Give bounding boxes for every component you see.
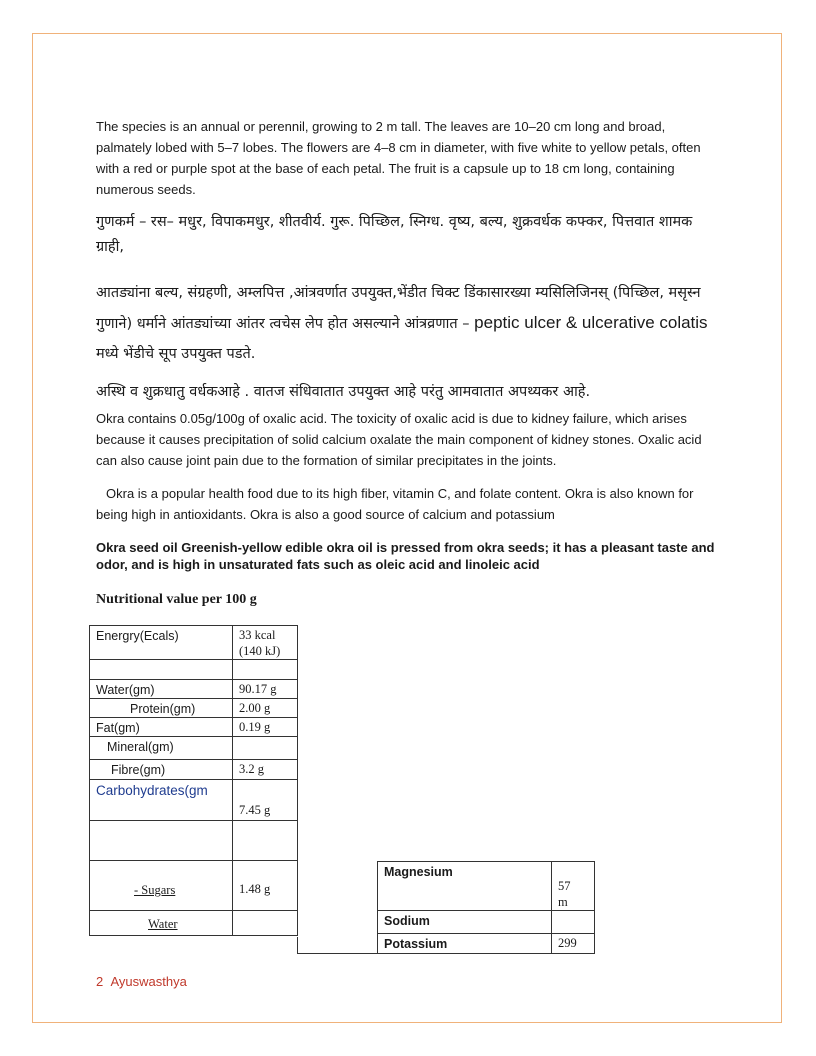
table-cell-value: 57 m — [552, 862, 595, 911]
table-cell-label — [90, 821, 233, 861]
seed-oil-paragraph: Okra seed oil Greenish-yellow edible okra oil is pressed from okra seeds; it has a pleasant taste and odor, and is high in unsaturated fats such as oleic acid and linoleic acid — [96, 540, 715, 572]
atadya-text-1: आतड्यांना बल्य, संग्रहणी, अम्लपित्त ,आंत्रवर्णात उपयुक्त,भेंडीत चिक्ट डिंकासारख्या म्यसिलिजिनस् (पिच्छिल, मसृस्न गुणाने) धर्माने आंतड्यांच्या आंतर त्वचेस लेप होत असल्याने आंत्रव्रणात – — [96, 285, 701, 332]
table-cell-label: Protein(gm) — [90, 699, 233, 718]
table-row — [90, 737, 298, 760]
table-row — [90, 821, 298, 861]
atadya-english-term: peptic ulcer & ulcerative colatis — [474, 313, 708, 332]
table-cell-value: 299 — [552, 934, 595, 954]
atadya-text-2: मध्ये भेंडीचे सूप उपयुक्त पडते. — [96, 346, 256, 362]
table-row — [90, 911, 298, 936]
table-cell-label: Energry(Ecals) — [90, 626, 233, 660]
table-cell-value — [233, 660, 298, 680]
table-row — [90, 861, 298, 911]
table-cell-label: Water(gm) — [90, 680, 233, 699]
asthi-paragraph: अस्थि व शुक्रधातु वर्धकआहे . वातज संधिवातात उपयुक्त आहे परंतु आमवातात अपथ्यकर आहे. — [96, 384, 591, 400]
table-row — [90, 699, 298, 718]
table-cell-label: Water — [90, 911, 233, 936]
table-cell-label: Magnesium — [378, 862, 552, 911]
table-cell-label — [90, 660, 233, 680]
table-cell-value: 0.19 g — [233, 718, 298, 737]
table-cell-value — [233, 911, 298, 936]
table-cell-label: Fibre(gm) — [90, 760, 233, 780]
table-cell-label: Sodium — [378, 911, 552, 934]
table-cell-label: Carbohydrates(gm — [90, 780, 233, 821]
table-row — [378, 911, 595, 934]
gunakarma-paragraph: गुणकर्म – रस– मधुर, विपाकमधुर, शीतवीर्य. गुरू. पिच्छिल, स्निग्ध. वृष्य, बल्य, शुक्रवर्धक कफ्कर, पित्तवात शामक ग्राही, — [96, 214, 693, 255]
table-cell-value — [552, 911, 595, 934]
table-cell-label: Fat(gm) — [90, 718, 233, 737]
atadya-paragraph — [96, 278, 716, 369]
oxalic-paragraph: Okra contains 0.05g/100g of oxalic acid. The toxicity of oxalic acid is due to kidney failure, which arises because it causes precipitation of solid calcium oxalate the main component of kidney stones. Oxalic acid can also cause joint pain due to the formation of similar precipitates in the joints. — [96, 411, 702, 468]
page-footer — [96, 974, 187, 989]
table-connector-line — [297, 953, 377, 954]
table-cell-label: - Sugars — [90, 861, 233, 911]
table-row — [378, 934, 595, 954]
table-cell-value: 33 kcal (140 kJ) — [233, 626, 298, 660]
table-cell-value: 2.00 g — [233, 699, 298, 718]
table-row — [90, 680, 298, 699]
page-number: 2 — [96, 974, 104, 989]
table-cell-value: 90.17 g — [233, 680, 298, 699]
table-cell-value: 3.2 g — [233, 760, 298, 780]
table-row — [90, 626, 298, 660]
nutrition-table-right — [377, 861, 595, 954]
table-cell-label: Mineral(gm) — [90, 737, 233, 760]
publication-name: Ayuswasthya — [110, 974, 187, 989]
table-cell-value — [233, 821, 298, 861]
table-row — [90, 760, 298, 780]
species-paragraph: The species is an annual or perennil, growing to 2 m tall. The leaves are 10–20 cm long and broad, palmately lobed with 5–7 lobes. The flowers are 4–8 cm in diameter, with five white to yellow petals, often with a red or purple spot at the base of each petal. The fruit is a capsule up to 18 cm long, containing numerous seeds. — [96, 119, 701, 197]
table-row — [378, 862, 595, 911]
table-row — [90, 780, 298, 821]
table-cell-value: 7.45 g — [233, 780, 298, 821]
table-cell-value — [233, 737, 298, 760]
nutrition-table-left — [89, 625, 298, 936]
table-row — [90, 660, 298, 680]
table-cell-label: Potassium — [378, 934, 552, 954]
nutrition-heading: Nutritional value per 100 g — [96, 592, 257, 607]
table-row — [90, 718, 298, 737]
table-cell-value: 1.48 g — [233, 861, 298, 911]
health-paragraph: Okra is a popular health food due to its high fiber, vitamin C, and folate content. Okra is also known for being high in antioxidants. Okra is also a good source of calcium and potassium — [96, 486, 694, 522]
table-connector-line — [297, 937, 298, 953]
